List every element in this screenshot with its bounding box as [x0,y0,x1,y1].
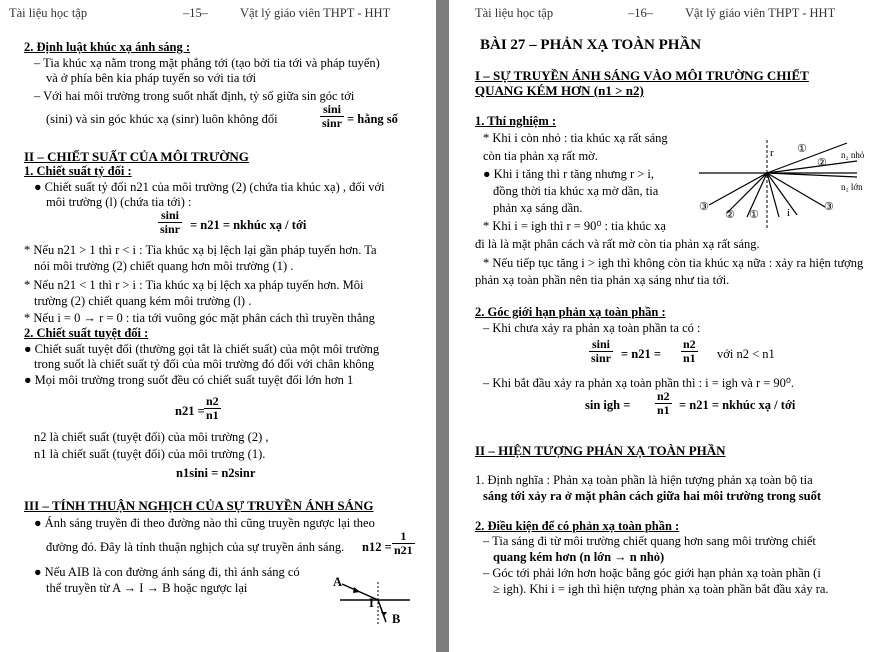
formula-tail: = n21 = nkhúc xạ / tới [679,398,796,412]
formula-fraction: $\frac{1}{n21}$ [394,529,413,557]
text-line: 1. Định nghĩa : Phản xạ toàn phần là hiện tượng phản xạ toàn bộ tia [475,473,813,487]
text-line: đường đó. Đây là tính thuận nghịch của sự truyền ánh sáng. [46,540,345,554]
figure-label: i [787,207,791,219]
figure-label: ③ [824,201,834,213]
section-title: 2. Định luật khúc xạ ánh sáng : [24,40,191,54]
text-line: phản xạ toàn phần nên tia phản xạ sáng như tia tới. [475,273,730,287]
formula-fraction: $\frac{n2}{n1}$ [206,394,219,422]
header-left: Tài liệu học tập [9,6,88,20]
text-line: môi trường (l) (chứa tia tới) : [46,195,192,209]
figure-label: ② [725,209,735,221]
text-line: * Khi i còn nhỏ : tia khúc xạ rất sáng [483,131,668,145]
figure-label: ① [797,143,807,155]
section-heading: I – SỰ TRUYỀN ÁNH SÁNG VÀO MÔI TRƯỜNG CHIẾT [475,68,809,83]
left-page [0,0,436,652]
header-left: Tài liệu học tập [475,6,554,20]
text-line: đi là là mặt phân cách và rất mờ còn tia phản xạ rất sáng. [475,237,760,251]
formula-fraction: $\frac{n2}{n1}$ [657,389,670,417]
text-line: (sini) và sin góc khúc xạ (sinr) luôn không đổi [46,112,278,126]
formula-fraction: $\frac{\sin i}{\sin r}$ [160,208,181,236]
text-line: n2 là chiết suất (tuyệt đối) của môi trường (2) , [34,430,269,444]
formula-left: n12 = [362,540,392,554]
section-heading: II – HIỆN TƯỢNG PHẢN XẠ TOÀN PHẦN [475,443,726,458]
subsection-title: 2. Góc giới hạn phản xạ toàn phần : [475,305,666,319]
figure-label: r [770,147,774,159]
text-line: – Góc tới phải lớn hơn hoặc bằng góc giới hạn phản xạ toàn phần (i [483,566,821,580]
text-line: và ở phía bên kia pháp tuyến so với tia tới [46,71,257,85]
figure-label: n₁ lớn [841,182,863,192]
figure-label-i: I [369,596,374,610]
text-line: * Nếu n21 < 1 thì r > i : Tia khúc xạ bị lệch xa pháp tuyến hơn. Môi [24,278,364,292]
text-line: sáng tới xảy ra ở mặt phân cách giữa hai môi trường trong suốt [483,489,821,503]
text-line: * Khi i = igh thì r = 90⁰ : tia khúc xạ [483,219,666,233]
section-heading: QUANG KÉM HƠN (n1 > n2) [475,83,644,98]
text-line: ● Chiết suất tỷ đối n21 của môi trường (2) (chứa tia khúc xạ) , đối với [34,180,385,194]
text-line: – Khi bắt đầu xảy ra phản xạ toàn phần thì : i = igh và r = 90⁰. [483,376,795,390]
header-page-number: –16– [628,6,653,20]
text-line: ● Khi i tăng thì r tăng nhưng r > i, [483,167,655,181]
formula-fraction: $\frac{n2}{n1}$ [683,337,696,365]
text-line: trong suốt là chiết suất tỷ đối của môi trường đó đối với chân không [34,357,375,371]
formula-fraction: $\frac{\sin i}{\sin r}$ [322,102,343,130]
text-line: n1 là chiết suất (tuyệt đối) của môi trường (1). [34,447,266,461]
figure-label: n₂ nhỏ [841,150,865,160]
text-line: đồng thời tia khúc xạ mờ dần, tia [493,184,659,198]
section-heading: III – TÍNH THUẬN NGHỊCH CỦA SỰ TRUYỀN ÁNH SÁNG [24,498,374,513]
figure-label: ③ [699,201,709,213]
formula-fraction: $\frac{\sin i}{\sin r}$ [591,337,612,365]
text-line: – Tia khúc xạ nằm trong mặt phẳng tới (tạo bởi tia tới và pháp tuyến) [34,56,380,70]
formula: n1sini = n2sinr [176,466,256,480]
section-heading: II – CHIẾT SUẤT CỦA MÔI TRƯỜNG [24,149,249,164]
figure-label-b: B [392,612,401,626]
figure-label-a: A [333,575,343,589]
reversibility-figure [330,570,420,630]
text-line: * Nếu tiếp tục tăng i > igh thì không còn tia khúc xạ nữa : xảy ra hiện tượng [483,256,864,270]
header-page-number: –15– [183,6,208,20]
formula-middle: = n21 = [621,347,661,361]
subsection-title: 1. Thí nghiệm : [475,114,557,128]
text-line: còn tia phản xạ rất mờ. [483,149,598,163]
text-line: * Nếu n21 > 1 thì r < i : Tia khúc xạ bị lệch lại gần pháp tuyến hơn. Ta [24,243,377,257]
text-line: ● Chiết suất tuyệt đối (thường gọi tắt là chiết suất) của một môi trường [24,342,380,356]
text-line: * Nếu i = 0 → r = 0 : tia tới vuông góc mặt phân cách thì truyền thẳng [24,311,375,325]
text-line: thể truyền từ A → I → B hoặc ngược lại [46,581,248,595]
subsection-title: 1. Chiết suất tỷ đối : [24,164,132,178]
text-line: trường (2) chiết quang kém môi trường (l) . [34,294,252,308]
text-line: quang kém hơn (n lớn → n nhỏ) [493,550,665,564]
text-line: – Tia sáng đi từ môi trường chiết quang hơn sang môi trường chiết [483,534,816,548]
text-line: – Với hai môi trường trong suốt nhất định, tỷ số giữa sin góc tới [34,89,355,103]
text-line: phản xạ sáng dần. [493,201,583,215]
right-page [449,0,886,652]
subsection-title: 2. Chiết suất tuyệt đối : [24,326,149,340]
formula-left: n21 = [175,404,205,418]
text-line: ● Nếu AIB là con đường ánh sáng đi, thì ánh sáng có [34,565,300,579]
text-line: ≥ igh). Khi i = igh thì hiện tượng phản xạ toàn phần bắt đầu xảy ra. [493,582,829,596]
subsection-title: 2. Điều kiện để có phản xạ toàn phần : [475,519,680,533]
formula-left: sin igh = [585,398,631,412]
text-line: ● Ánh sáng truyền đi theo đường nào thì cũng truyền ngược lại theo [34,516,375,530]
header-right: Vật lý giáo viên THPT - HHT [240,6,391,20]
text-line: ● Mọi môi trường trong suốt đều có chiết suất tuyệt đối lớn hơn 1 [24,373,354,387]
formula-tail: = n21 = nkhúc xạ / tới [190,218,307,232]
text-line: – Khi chưa xảy ra phản xạ toàn phần ta có : [483,321,701,335]
formula-tail: = hằng số [347,112,398,126]
lesson-title: BÀI 27 – PHẢN XẠ TOÀN PHẦN [480,37,702,53]
figure-label: ② [817,157,827,169]
header-right: Vật lý giáo viên THPT - HHT [685,6,836,20]
formula-tail: với n2 < n1 [717,347,775,361]
text-line: nói môi trường (2) chiết quang hơn môi trường (1) . [34,259,294,273]
figure-label: ① [749,209,759,221]
